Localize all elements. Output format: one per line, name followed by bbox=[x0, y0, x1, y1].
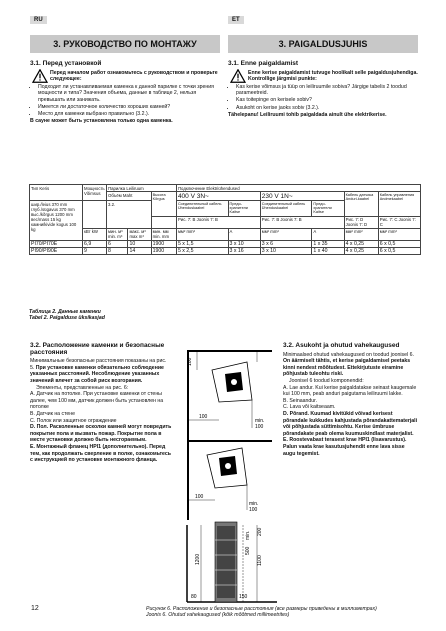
td-fuse230: 1 x 35 bbox=[312, 241, 344, 248]
td-unit-vmin: мин. м³ min. m³ bbox=[107, 228, 128, 240]
th-power: Мощность Võimsus bbox=[83, 185, 107, 201]
list-item: • Asukoht on kerise jaoks sobiv (3.2.). bbox=[236, 105, 418, 112]
et-3-2-p1-bold: On äärmiselt tähtis, et kerise paigaldamisel peetaks kinni nendest mõõtudest. Ettekirjutuste eiramine põhjustab tuleohtu riski. bbox=[283, 358, 411, 378]
dim-label: 100 bbox=[249, 507, 258, 513]
dim-label: 100 bbox=[199, 414, 208, 420]
td-unit-mm2: мм² mm² bbox=[378, 228, 420, 240]
td-unit-mm2: мм² mm² bbox=[260, 228, 312, 240]
list-item: А. Датчик на потолке. При установке каменки от стены далее, чем 100 мм, датчик должен быть установлен на потолке bbox=[30, 391, 164, 411]
th-cable-230: Соединительный кабель Ühenduskaabel bbox=[260, 201, 312, 217]
ru-3-2-title: 3.2. Расположение каменки и безопасные расстояния bbox=[30, 342, 165, 356]
list-item: B. Seinaandur. bbox=[283, 397, 318, 404]
dim-label: 150 bbox=[239, 594, 248, 600]
et-3-1-list bbox=[228, 84, 418, 111]
table-caption bbox=[29, 309, 105, 322]
ru-3-1-title: 3.1. Перед установкой bbox=[30, 60, 102, 67]
th-height: Высота Kõrgus bbox=[151, 192, 176, 217]
page-number: 12 bbox=[31, 605, 39, 612]
td-cable230: 3 x 10 bbox=[260, 248, 312, 255]
list-item: D. Põrand. Kuumad kivitükid võivad kerisest põrandale kukkudes kahjustada põrandakattematerjali või põhjustada süttimisohtu. Kerise ümbruse põrandakate peab olema kuumuskindlast materjalist. bbox=[283, 410, 418, 437]
list-item: • Имеется ли достаточное количество хороших камней? bbox=[38, 104, 220, 111]
dim-label: 500 bbox=[245, 546, 251, 555]
td-height: 1900 bbox=[151, 241, 176, 248]
ru-3-2-p1: Минимальные безопасные расстояния показаны на рис. 5. bbox=[30, 358, 167, 371]
td-unit-mm2: мм² mm² bbox=[344, 228, 378, 240]
et-section-3-1 bbox=[228, 61, 418, 118]
ru-3-1-warning: Перед началом работ ознакомьтесь с руководством и проверьте следующее: bbox=[50, 69, 218, 83]
td-pic7-b2: Рис. 7: B Joonis 7: B bbox=[260, 216, 344, 228]
list-item: • Место для каменки выбрано правильно (3.2.). bbox=[38, 111, 220, 118]
ru-section-3-1 bbox=[30, 61, 220, 125]
th-fuse-230: Предо-хранители Kaitse bbox=[312, 201, 344, 217]
td-unit-a: A bbox=[228, 228, 260, 240]
td-unit-vmax: макс. м³ max m³ bbox=[128, 228, 151, 240]
et-3-2-p2: Joonisel 6 toodud komponendid: bbox=[289, 377, 364, 384]
td-unit-kw: кВт kW bbox=[83, 228, 107, 240]
td-unit-h: мин. мм min. mm bbox=[151, 228, 176, 240]
list-item: Е. Монтажный фланец HPI1 (дополнительно). Перед тем, как продолжать сверление в полке, ознакомьтесь с инструкцией по установке монтажного фланца. bbox=[30, 443, 171, 464]
mid-view-diagram bbox=[187, 440, 272, 520]
section-header-ru: 3. РУКОВОДСТВО ПО МОНТАЖУ bbox=[30, 35, 220, 53]
td-unit-a: A bbox=[312, 228, 344, 240]
td-kw: 9 bbox=[83, 248, 107, 255]
table-caption-ru: Таблица 2. Данные каменки bbox=[29, 309, 101, 315]
td-vmin: 6 bbox=[107, 241, 128, 248]
td-cable230: 3 x 6 bbox=[260, 241, 312, 248]
td-fuse400: 3 x 16 bbox=[228, 248, 260, 255]
table-row bbox=[30, 241, 421, 248]
figure-caption-et: Joonis 6. Ohutud vahekaugused (kõik mõõtmed millimeetrites) bbox=[146, 612, 290, 619]
list-item: • Kas toitepinge on kerisele sobiv? bbox=[236, 97, 418, 104]
et-3-1-warning: Enne kerise paigaldamist tutvuge hoolikalt selle paigaldusjuhendiga. Kontrollige järgmisi punkte: bbox=[248, 69, 418, 83]
ru-3-1-list bbox=[30, 84, 220, 118]
table-caption-et: Tabel 2. Paigalduse üksikasjad bbox=[29, 315, 105, 322]
et-3-2-p1: Minimaalsed ohutud vahekaugused on toodud joonisel 6. bbox=[283, 351, 414, 358]
table-row bbox=[30, 248, 421, 255]
td-fuse400: 3 x 10 bbox=[228, 241, 260, 248]
td-height: 1900 bbox=[151, 248, 176, 255]
list-item: D. Пол. Расколенные осколки камней могут повредить покрытие пола и вызвать пожар. Покрытие пола в месте установки должно быть несгораемым. bbox=[30, 424, 172, 444]
section-header-et: 3. PAIGALDUSJUHIS bbox=[228, 35, 418, 53]
th-fuse-400: Предо-хранители Kaitse bbox=[228, 201, 260, 217]
list-item: В. Датчик на стене bbox=[30, 410, 76, 417]
td-dimensions: шир./leius 370 mm глуб./sügavus 370 mm выс./kõrgus 1200 mm вес/mass 15 kg камни/kivide kogus 100 kg bbox=[30, 201, 83, 241]
ru-3-1-note: В сауне может быть установлена только одна каменка. bbox=[30, 118, 173, 125]
et-3-2-list bbox=[283, 385, 418, 458]
td-empty bbox=[83, 201, 107, 229]
ru-section-3-2 bbox=[30, 343, 172, 464]
td-vol-ref: 3.2. bbox=[107, 201, 152, 229]
td-sensor: 4 x 0,25 bbox=[344, 248, 378, 255]
dim-label: 100 bbox=[187, 357, 193, 366]
list-item: С. Полок или защитное ограждение bbox=[30, 417, 117, 424]
td-vmax: 14 bbox=[128, 248, 151, 255]
dim-label: 100 bbox=[255, 424, 264, 430]
td-cable400: 5 x 1,5 bbox=[176, 241, 228, 248]
et-3-2-title: 3.2. Asukoht ja ohutud vahekaugused bbox=[283, 342, 400, 349]
th-cable-400: Соединительный кабель Ühenduskaabel bbox=[176, 201, 228, 217]
et-3-1-note: Tähelepanu! Leiliruumi tohib paigaldada ainult ühe elektrikerise. bbox=[228, 111, 387, 118]
dim-label: 1200 bbox=[195, 553, 201, 565]
dim-label: 200 bbox=[257, 527, 263, 536]
lang-label-ru: RU bbox=[30, 16, 47, 24]
th-room: Парилка Leiliruum bbox=[107, 185, 177, 192]
td-model: PI90/PI90E bbox=[30, 248, 83, 255]
td-sensor: 4 x 0,25 bbox=[344, 241, 378, 248]
figure-caption-ru: Рисунок 6. Расположение и безопасные расстояния (все размеры приведены в миллиметрах) bbox=[146, 606, 377, 612]
dim-label: min. bbox=[255, 418, 265, 424]
dim-label: 1100 bbox=[257, 555, 263, 566]
td-control: 6 x 0,5 bbox=[378, 248, 420, 255]
figure-caption bbox=[146, 606, 377, 618]
lang-label-et: ET bbox=[228, 16, 244, 24]
list-item: • Подходит ли устанавливаемая каменка к данной парилке с точки зрения мощности и типа? Значения объема, данные в таблице 2, нельзя превышать или занижать. bbox=[38, 84, 220, 104]
td-vmax: 10 bbox=[128, 241, 151, 248]
td-fuse230: 1 x 40 bbox=[312, 248, 344, 255]
td-pic7-d: Рис. 7: D Joonis 7: D bbox=[344, 216, 378, 228]
th-type: Тип Keris bbox=[30, 185, 83, 201]
list-item: • Kas kerise võimsus ja tüüp on leiliruumile sobiva? Järgige tabelis 2 toodud parameetreid. bbox=[236, 84, 418, 97]
dim-label: min. bbox=[245, 530, 251, 540]
th-control-cable: Кабель управления Andmekaabel bbox=[378, 192, 420, 217]
td-control: 6 x 0,5 bbox=[378, 241, 420, 248]
td-unit-mm2: мм² mm² bbox=[176, 228, 228, 240]
td-cable400: 5 x 2,5 bbox=[176, 248, 228, 255]
dim-label: 100 bbox=[195, 494, 204, 500]
th-230v: 230 V 1N~ bbox=[260, 192, 344, 201]
et-section-3-2 bbox=[283, 343, 418, 457]
heater-data-table bbox=[29, 184, 421, 255]
td-kw: 6,9 bbox=[83, 241, 107, 248]
td-empty bbox=[151, 216, 176, 228]
warning-icon bbox=[32, 69, 48, 83]
th-connection: Подключение Elektriühendused bbox=[176, 185, 420, 192]
th-volume: Объём Maht bbox=[107, 192, 152, 201]
list-item: A. Lae andur. Kui kerise paigaldatakse seinast kaugemale kui 100 mm, peab anduri paigutama leiliruumi lakke. bbox=[283, 384, 417, 398]
td-vmin: 8 bbox=[107, 248, 128, 255]
th-400v: 400 V 3N~ bbox=[176, 192, 260, 201]
td-model: PI70/PI70E bbox=[30, 241, 83, 248]
safety-distances-figure bbox=[177, 340, 279, 608]
ru-3-2-list bbox=[30, 391, 172, 464]
dim-label: min. bbox=[249, 501, 259, 507]
td-pic7-c: Рис. 7: C Joonis 7: C bbox=[378, 216, 420, 228]
ru-3-2-p2: Элементы, представленные на рис. 6: bbox=[36, 384, 129, 391]
warning-icon bbox=[230, 69, 246, 83]
th-sensor-cable: Кабель датчика Anduri-kaabel bbox=[344, 192, 378, 217]
list-item: E. Roostevabast terasest krae HPI1 (lisavarustus). Palun vaata krae kasutusjuhendit enne lava sisse augu tegemist. bbox=[283, 437, 407, 457]
td-pic7-b: Рис. 7: B Joonis 7: B bbox=[176, 216, 260, 228]
list-item: C. Lava või kaitseaam. bbox=[283, 404, 336, 411]
dim-label: 80 bbox=[191, 594, 197, 600]
ru-3-2-p1-bold: При установке каменки обязательно соблюдение указанных расстояний. Несоблюдение указанных значений влечет за собой риск возгорания. bbox=[30, 364, 164, 384]
et-3-1-title: 3.1. Enne paigaldamist bbox=[228, 60, 299, 67]
